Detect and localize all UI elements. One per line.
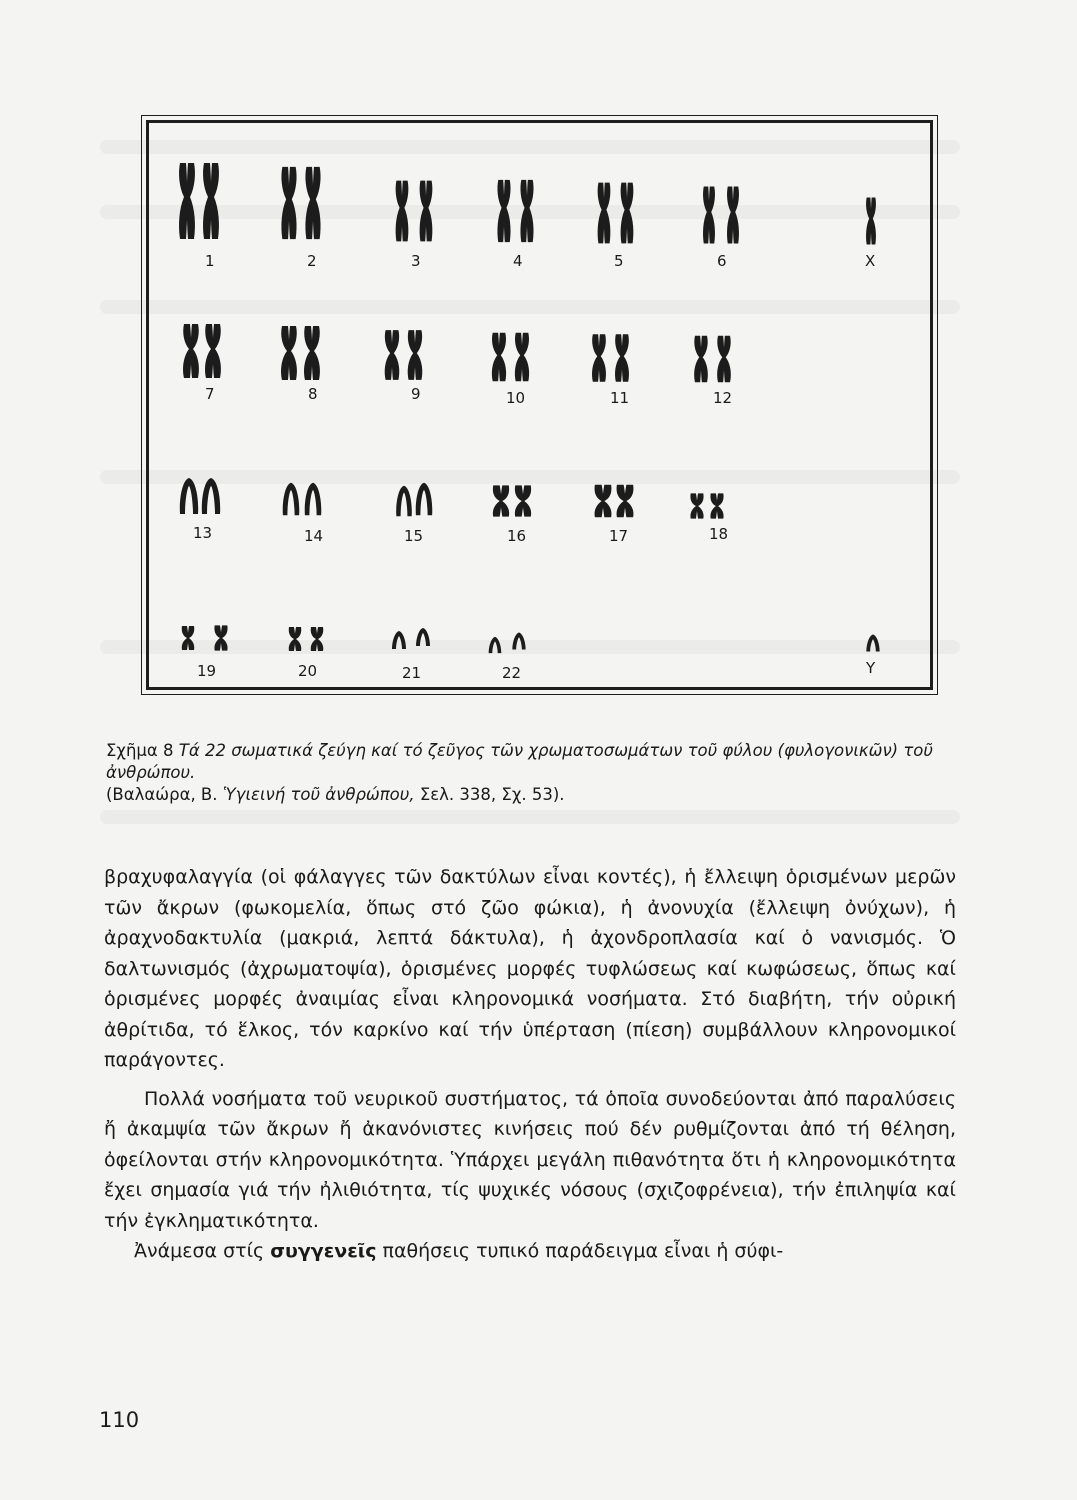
chromosome-pair-13 [180,478,220,514]
body-text [104,862,956,1267]
pair-label-3: 3 [411,252,421,270]
chromosome-pair-11 [592,334,629,382]
caption-source [106,784,966,806]
chromosome-pair-16 [493,485,531,516]
pair-label-15: 15 [404,527,424,545]
pair-label-9: 9 [411,385,421,403]
figure-number: Σχῆμα 8 [106,741,174,760]
pair-label-16: 16 [507,527,527,545]
bleed-through [100,810,960,824]
chromosome-pair-20 [289,627,324,651]
chromosome-pair-6 [703,187,739,244]
pair-label-21: 21 [402,664,422,682]
chromosome-pair-21 [392,628,430,649]
pair-label-6: 6 [717,252,727,270]
figure-description: Τά 22 σωματικά ζεύγη καί τό ζεῦγος τῶν χρωματοσωμάτων τοῦ φύλου (φυλογονικῶν) τοῦ ἀνθρώπου. [106,741,933,782]
pair-label-11: 11 [610,389,630,407]
pair-label-y: Y [866,659,876,677]
pair-label-14: 14 [304,527,324,545]
chromosome-pair-14 [283,483,322,515]
pair-label-22: 22 [502,664,522,682]
chromosome-pair-12 [694,336,731,382]
pair-label-7: 7 [205,385,215,403]
chromosome-pair-2 [281,167,320,239]
pair-label-x: X [865,252,876,270]
figure-caption [106,740,966,806]
source-suffix: Σελ. 338, Σχ. 53). [414,785,565,804]
pair-label-5: 5 [614,252,624,270]
paragraph [104,1236,956,1267]
chromosome-pair-4 [497,180,533,242]
chromosome-pair-8 [281,326,320,380]
pair-label-19: 19 [197,662,217,680]
chromosome-pair-3 [396,181,433,242]
emphasized-term: συγγενεῖς [270,1240,377,1262]
source-book-title: Ὑγιεινή τοῦ ἀνθρώπου, [222,785,415,804]
page-number: 110 [99,1408,140,1432]
pair-label-17: 17 [609,527,629,545]
source-prefix: (Βαλαώρα, Β. [106,785,223,804]
caption-line [106,740,966,784]
paragraph: βραχυφαλαγγία (οἱ φάλαγγες τῶν δακτύλων εἶναι κοντές), ἡ ἔλλειψη ὁρισμένων μερῶν τῶν ἄκρων (φωκομελία, ὅπως στό ζῶο φώκια), ἡ ἀνονυχία (ἔλλειψη ὀνύχων), ἡ ἀραχνοδακτυλία (μακριά, λεπτά δάκτυλα), ἡ ἀχονδροπλασία καί ὁ νανισμός. Ὁ δαλτωνισμός (ἀχρωματοψία), ὁρισμένες μορφές τυφλώσεως καί κωφώσεως, ὅπως καί ὁρισμένες μορφές ἀναιμίας εἶναι κληρονομικά νοσήματα. Στό διαβήτη, τήν οὐρική ἀθρίτιδα, τό ἕλκος, τόν καρκίνο καί τήν ὑπέρταση (πίεση) συμβάλλουν κληρονομικοί παράγοντες. [104,866,956,1071]
chromosome-pair-19 [182,625,228,650]
chromosome-pair-18 [690,493,723,518]
pair-label-13: 13 [193,524,213,542]
chromosome-pair-7 [183,324,221,378]
pair-label-8: 8 [308,385,318,403]
pair-label-2: 2 [307,252,317,270]
chromosome-pair-10 [492,333,529,382]
chromosome-pair-5 [598,183,634,244]
pair-label-18: 18 [709,525,729,543]
pair-label-10: 10 [506,389,526,407]
chromosome-pair-1 [179,163,219,239]
paragraph: Πολλά νοσήματα τοῦ νευρικοῦ συστήματος, τά ὁποῖα συνοδεύονται ἀπό παραλύσεις ἤ ἀκαμψία τῶν ἄκρων ἤ ἀκανόνιστες κινήσεις πού δέν ρυθμίζονται ἀπό τή θέληση, ὀφείλονται στήν κληρονομικότητα. Ὑπάρχει μεγάλη πιθανότητα ὅτι ἡ κληρονομικότητα ἔχει σημασία γιά τήν ἠλιθιότητα, τίς ψυχικές νόσους (σχιζοφρένεια), τήν ἐπιληψία καί τήν ἐγκληματικότητα. [104,1087,956,1232]
chromosome-pair-15 [396,483,432,517]
chromosome-pair-9 [385,330,423,380]
karyotype-chart [149,123,930,687]
paragraph-end: παθήσεις τυπικό παράδειγμα εἶναι ἡ σύφι- [376,1240,784,1262]
pair-label-20: 20 [298,662,318,680]
paragraph-start: Ἀνάμεσα στίς [134,1240,271,1262]
pair-label-1: 1 [205,252,215,270]
pair-label-4: 4 [513,252,523,270]
karyotype-figure [146,120,933,690]
pair-label-12: 12 [713,389,733,407]
chromosome-pair-17 [595,485,634,517]
chromosome-pair-22 [489,632,526,653]
chromosome-x [866,197,876,244]
chromosome-y [866,634,879,651]
